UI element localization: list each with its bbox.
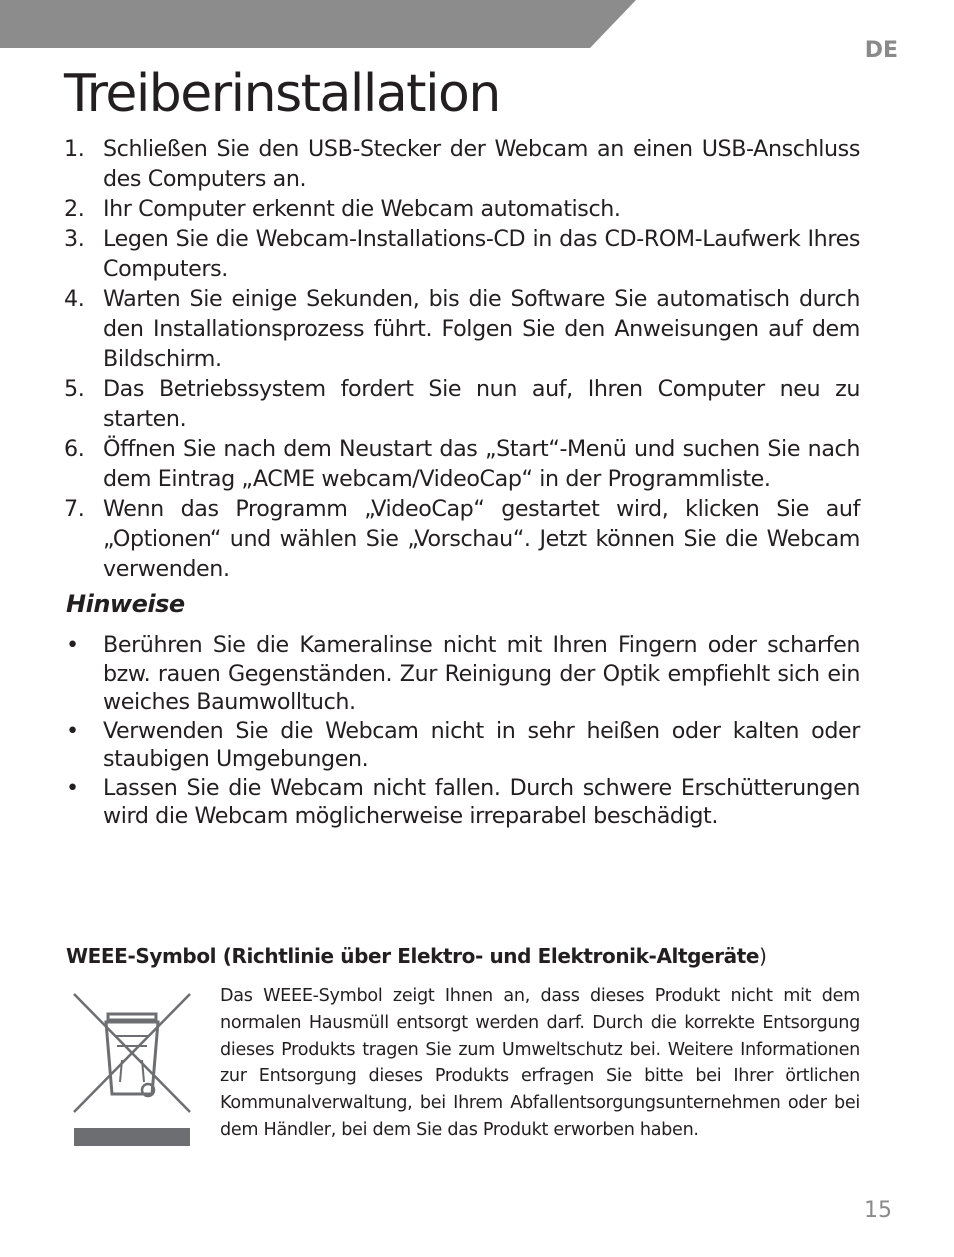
- step-number: 7.: [64, 496, 85, 522]
- step-item: [64, 494, 860, 584]
- step-number: 3.: [64, 226, 85, 252]
- header-bar: [0, 0, 954, 48]
- weee-heading-close: ): [759, 944, 767, 968]
- step-text: Schließen Sie den USB-Stecker der Webcam an einen USB-Anschluss des Computers an.: [103, 136, 860, 192]
- step-number: 1.: [64, 136, 85, 162]
- step-text: Legen Sie die Webcam-Installations-CD in das CD-ROM-Laufwerk Ihres Computers.: [103, 226, 860, 282]
- step-item: [64, 194, 860, 224]
- step-text: Wenn das Programm „VideoCap“ gestartet wird, klicken Sie auf „Optionen“ und wählen Sie „Vorschau“. Jetzt können Sie die Webcam verwenden.: [103, 496, 860, 582]
- weee-description: Das WEEE-Symbol zeigt Ihnen an, dass dieses Produkt nicht mit dem normalen Hausmüll entsorgt werden darf. Durch die korrekte Entsorgung dieses Produkts tragen Sie zum Umweltschutz bei. Weitere Informationen zur Entsorgung dieses Produkts erfragen Sie bitte bei Ihrer örtlichen Kommunalverwaltung, bei Ihrem Abfallentsorgungsunternehmen oder bei dem Händler, bei dem Sie das Produkt erworben haben.: [220, 986, 860, 1140]
- step-item: [64, 224, 860, 284]
- step-item: [64, 284, 860, 374]
- bullet: •: [66, 717, 79, 744]
- step-number: 6.: [64, 436, 85, 462]
- note-item: [64, 717, 860, 774]
- language-label: DE: [864, 38, 898, 63]
- note-item: [64, 774, 860, 831]
- step-number: 5.: [64, 376, 85, 402]
- note-item: [64, 631, 860, 717]
- step-text: Öffnen Sie nach dem Neustart das „Start“-Menü und suchen Sie nach dem Eintrag „ACME webcam/VideoCap“ in der Programmliste.: [103, 436, 860, 492]
- notes-list: [64, 631, 860, 831]
- step-item: [64, 434, 860, 494]
- notes-heading: Hinweise: [66, 590, 185, 618]
- weee-heading-bold: WEEE-Symbol (Richtlinie über Elektro- und Elektronik-Altgeräte: [66, 944, 760, 968]
- step-item: [64, 374, 860, 434]
- step-text: Ihr Computer erkennt die Webcam automatisch.: [103, 196, 621, 222]
- step-number: 4.: [64, 286, 85, 312]
- weee-heading: [66, 944, 767, 968]
- bullet: •: [66, 632, 79, 658]
- page-number: 15: [864, 1198, 892, 1223]
- note-text: Lassen Sie die Webcam nicht fallen. Durch schwere Erschütterungen wird die Webcam möglicherweise irreparabel beschädigt.: [103, 774, 860, 829]
- step-text: Warten Sie einige Sekunden, bis die Software Sie automatisch durch den Installationsprozess führt. Folgen Sie den Anweisungen auf dem Bildschirm.: [103, 286, 860, 372]
- note-text: Berühren Sie die Kameralinse nicht mit Ihren Fingern oder scharfen bzw. rauen Gegenständen. Zur Reinigung der Optik empfiehlt sich ein weiches Baumwolltuch.: [103, 632, 860, 715]
- crossed-out-wheelie-bin-icon: [70, 990, 194, 1150]
- note-text: Verwenden Sie die Webcam nicht in sehr heißen oder kalten oder staubigen Umgebungen.: [103, 717, 860, 772]
- installation-steps: [64, 134, 860, 584]
- step-item: [64, 134, 860, 194]
- step-number: 2.: [64, 196, 85, 222]
- page-title: Treiberinstallation: [64, 64, 500, 124]
- bullet: •: [66, 774, 79, 801]
- step-text: Das Betriebssystem fordert Sie nun auf, Ihren Computer neu zu starten.: [103, 376, 860, 432]
